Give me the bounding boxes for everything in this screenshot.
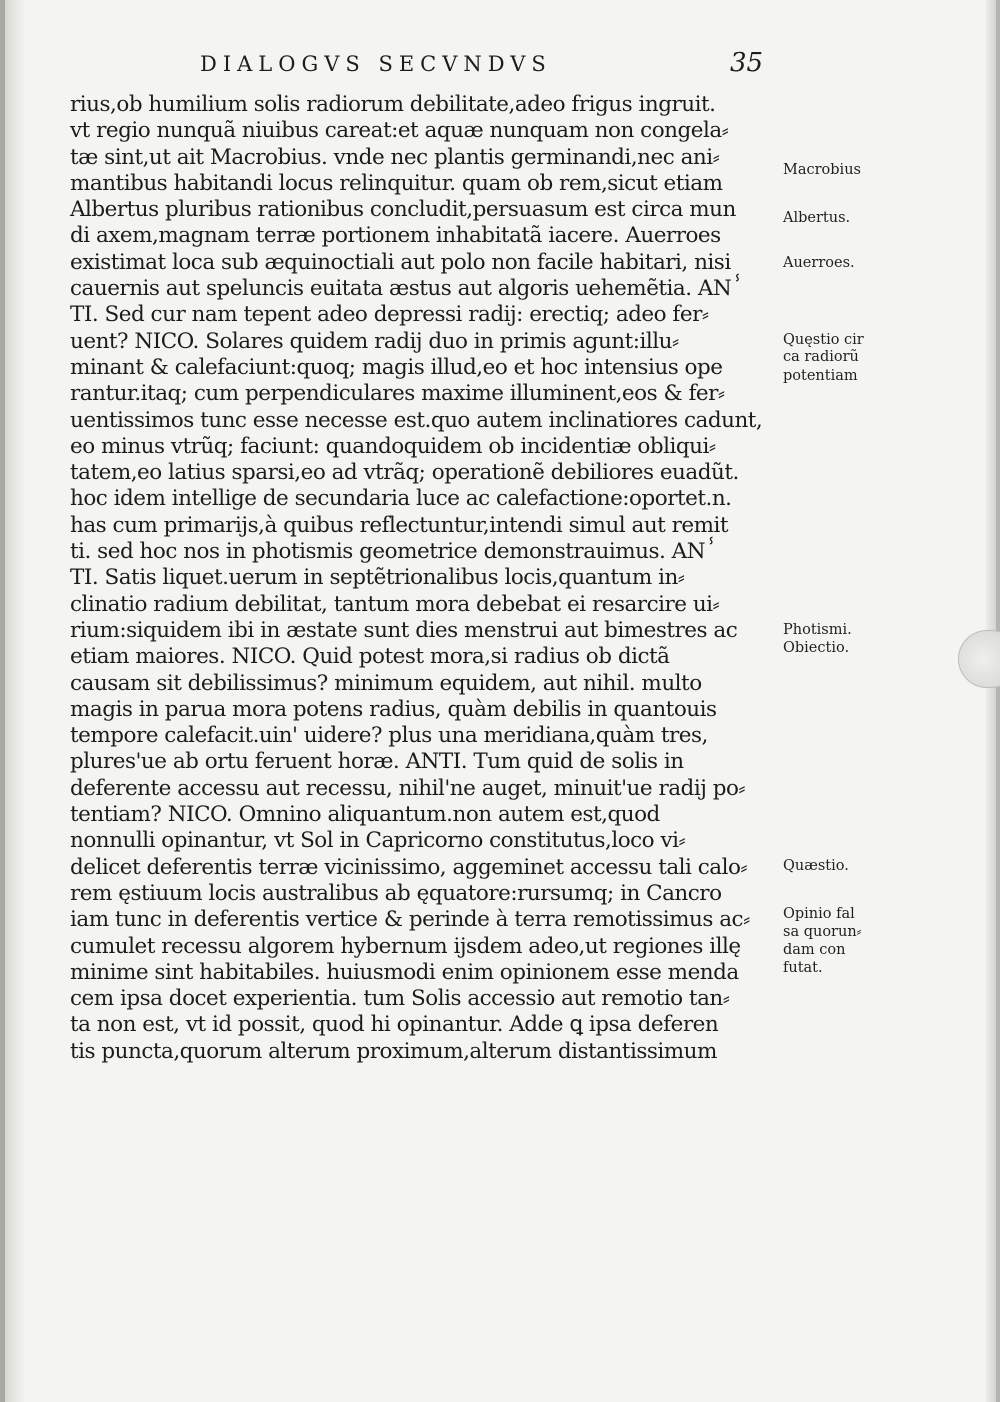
text-line: plures'ue ab ortu feruent horæ. ANTI. Tum quid de solis in [70,749,684,775]
text-line: rem ęstiuum locis australibus ab ęquatore:rursumq; in Cancro [70,880,722,906]
folio-number: 35 [730,48,764,78]
margin-note-photismi: Photismi. [783,622,852,638]
page-fore-edge-dark [996,0,1000,1402]
text-line: has cum primarijs,à quibus reflectuntur,intendi simul aut remit [70,512,729,538]
text-line: tempore calefacit.uin' uidere? plus una meridiana,quàm tres, [70,723,708,749]
margin-note-opinio-line2: sa quorun⸗ [783,924,862,940]
margin-note-obiectio: Obiectio. [783,640,850,656]
text-line: ta non est, vt id possit, quod hi opinantur. Adde ꝗ ipsa deferen [70,1012,719,1038]
text-line: nonnulli opinantur, vt Sol in Capricorno constitutus,loco vi⸗ [70,828,686,854]
page-header [200,48,770,80]
text-line: delicet deferentis terræ vicinissimo, aggeminet accessu tali calo⸗ [70,854,748,880]
text-line: vt regio nunquã niuibus careat:et aquæ nunquam non congela⸗ [70,118,729,144]
text-line: uentissimos tunc esse necesse est.quo autem inclinatiores cadunt, [70,407,763,433]
text-line: tæ sint,ut ait Macrobius. vnde nec plantis germinandi,nec ani⸗ [70,144,720,170]
margin-note-opinio-line4: futat. [783,960,823,976]
running-title: DIALOGVS SECVNDVS [200,52,552,76]
margin-note-questio-line2: ca radiorũ [783,349,859,365]
text-line: existimat loca sub æquinoctiali aut polo non facile habitari, nisi [70,249,731,275]
text-line: tis puncta,quorum alterum proximum,alterum distantissimum [70,1038,717,1064]
margin-note-questio-line3: potentiam [783,368,858,384]
margin-note-questio-line1: Quęstio cir [783,332,864,348]
text-line: cem ipsa docet experientia. tum Solis accessio aut remotio tan⸗ [70,986,730,1012]
text-line: ti. sed hoc nos in photismis geometrice demonstrauimus. ANⸯ [70,539,717,565]
text-line: iam tunc in deferentis vertice & perinde à terra remotissimus ac⸗ [70,907,750,933]
text-line: deferente accessu aut recessu, nihil'ne auget, minuit'ue radij po⸗ [70,775,746,801]
gutter-edge [0,0,5,1402]
text-line: di axem,magnam terræ portionem inhabitatã iacere. Auerroes [70,223,721,249]
text-line: rantur.itaq; cum perpendiculares maxime illuminent,eos & fer⸗ [70,381,725,407]
text-line: mantibus habitandi locus relinquitur. quam ob rem,sicut etiam [70,170,723,196]
text-line: minant & calefaciunt:quoq; magis illud,eo et hoc intensius ope [70,354,723,380]
text-line: clinatio radium debilitat, tantum mora debebat ei resarcire ui⸗ [70,591,720,617]
page-tab [958,630,1000,688]
text-line: tatem,eo latius sparsi,eo ad vtrãq; operationẽ debiliores euadũt. [70,460,739,486]
text-line: rius,ob humilium solis radiorum debilitate,adeo frigus ingruit. [70,92,716,117]
text-line: cauernis aut speluncis euitata æstus aut algoris uehemẽtia. ANⸯ [70,276,744,302]
text-line: TI. Sed cur nam tepent adeo depressi radij: erectiq; adeo fer⸗ [70,302,709,328]
text-line: rium:siquidem ibi in æstate sunt dies menstrui aut bimestres ac [70,617,738,643]
text-line: minime sint habitabiles. huiusmodi enim opinionem esse menda [70,959,739,985]
text-line: cumulet recessu algorem hybernum ijsdem adeo,ut regiones illę [70,933,741,959]
margin-note-auerroes: Auerroes. [783,255,855,271]
margin-note-quaestio: Quæstio. [783,858,849,874]
margin-note-opinio-line1: Opinio fal [783,906,855,922]
text-line: eo minus vtrũq; faciunt: quandoquidem ob incidentiæ obliqui⸗ [70,433,716,459]
text-line: TI. Satis liquet.uerum in septẽtrionalibus locis,quantum in⸗ [70,565,685,591]
margin-note-opinio-line3: dam con [783,942,846,958]
main-text-block [70,92,770,1065]
text-line: causam sit debilissimus? minimum equidem, aut nihil. multo [70,670,702,696]
text-line: Albertus pluribus rationibus concludit,persuasum est circa mun [70,197,736,223]
text-line: uent? NICO. Solares quidem radij duo in primis agunt:illu⸗ [70,328,679,354]
text-line: hoc idem intellige de secundaria luce ac calefactione:oportet.n. [70,486,732,512]
text-line: etiam maiores. NICO. Quid potest mora,si radius ob dictã [70,644,670,670]
text-line: tentiam? NICO. Omnino aliquantum.non autem est,quod [70,802,660,828]
margin-note-albertus: Albertus. [783,210,851,226]
text-line: magis in parua mora potens radius, quàm debilis in quantouis [70,696,717,722]
margin-note-macrobius: Macrobius [783,162,861,178]
